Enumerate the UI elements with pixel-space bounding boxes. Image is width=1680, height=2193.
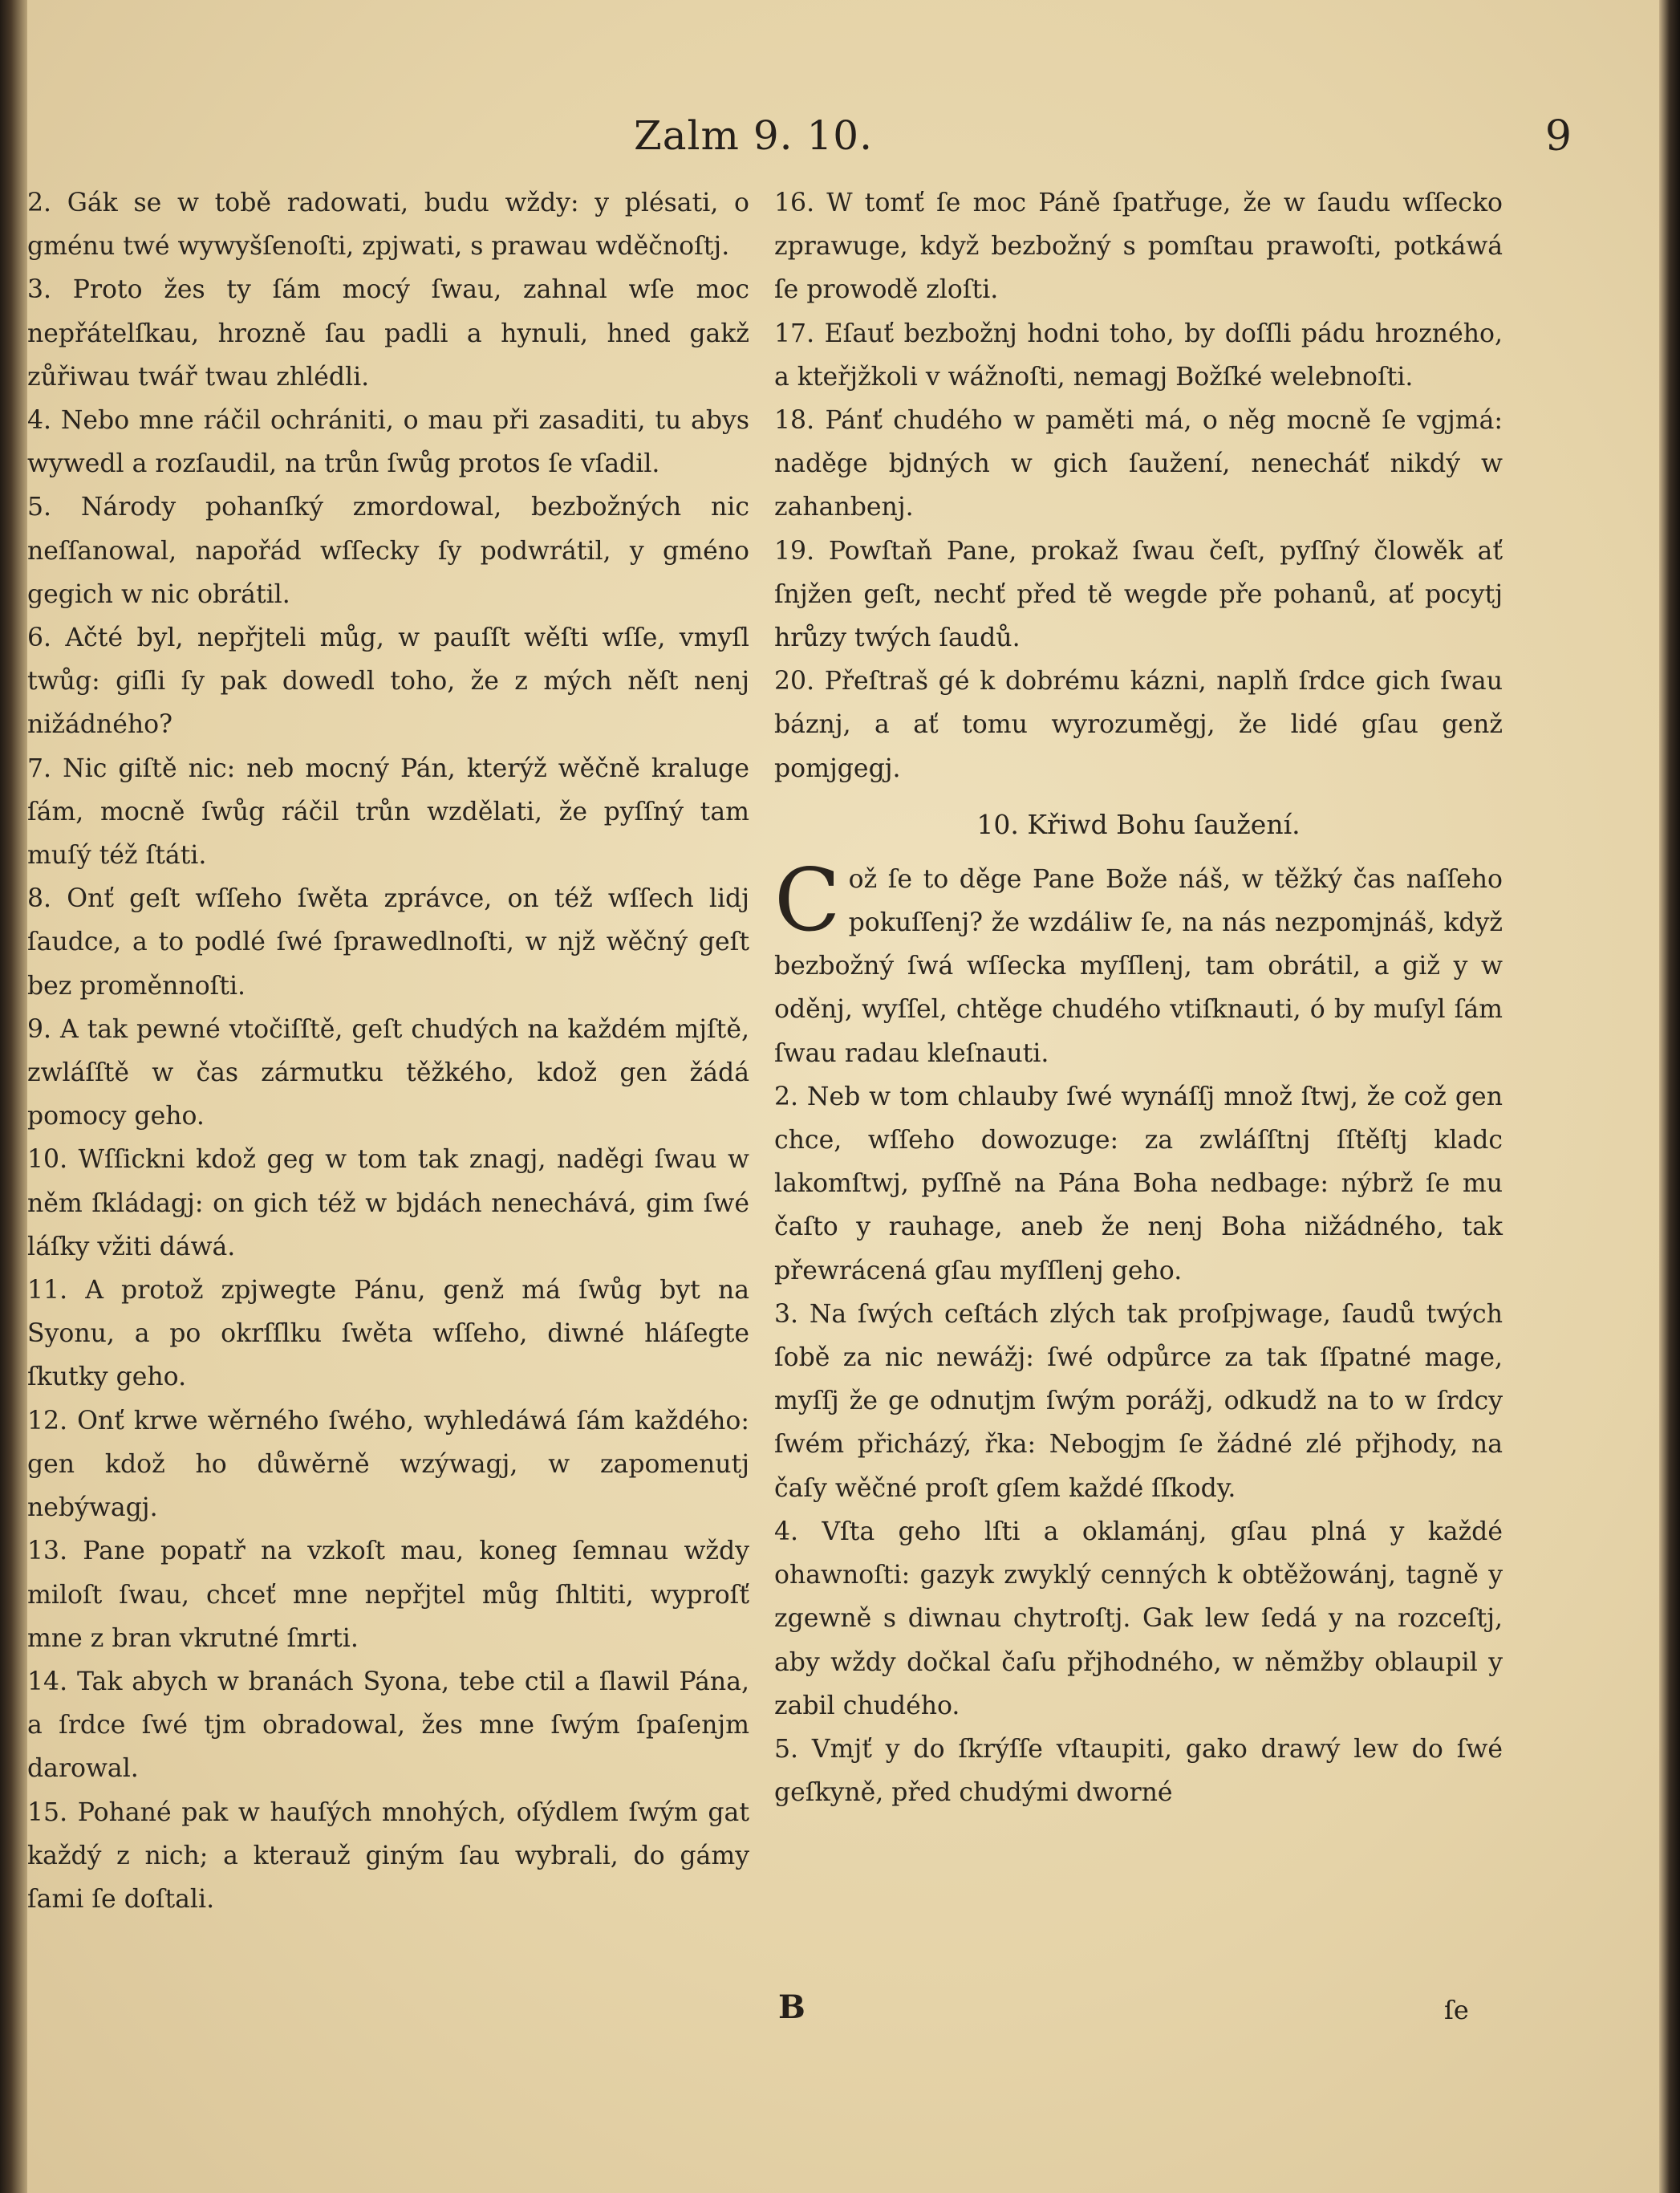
verse: 15. Pohané pak w hauſých mnohých, oſýdlem ſwým gat každý z nich; a kterauž giným ſau wybrali, do gámy ſami ſe doſtali. <box>27 1797 749 1914</box>
verse: 14. Tak abych w branách Syona, tebe ctil a ſlawil Pána, a ſrdce ſwé tjm obradowal, žes mne ſwým ſpaſenjm darowal. <box>27 1667 749 1784</box>
verse: 16. W tomť ſe moc Páně ſpatřuge, že w ſaudu wſſecko zprawuge, když bezbožný s pomſtau prawoſti, potkáwá ſe prowodě zloſti. <box>774 189 1503 305</box>
right-column <box>774 181 1503 1814</box>
verse: 13. Pane popatř na vzkoſt mau, koneg ſemnau wždy miloſt ſwau, chceť mne nepřjtel můg ſhltiti, wyproſť mne z bran vkrutné ſmrti. <box>27 1537 749 1653</box>
page-number: 9 <box>1544 112 1572 160</box>
verse: 2. Gák se w tobě radowati, budu wždy: y plésati, o gménu twé wywyšſenoſti, zpjwati, s prawau wděčnoſtj. <box>27 189 749 262</box>
verse: 11. A protož zpjwegte Pánu, genž má ſwůg byt na Syonu, a po okrſſlku ſwěta wſſeho, diwné hláſegte ſkutky geho. <box>27 1276 749 1392</box>
verse: 7. Nic giſtě nic: neb mocný Pán, kterýž wěčně kraluge ſám, mocně ſwůg ráčil trůn wzdělati, že pyſſný tam muſý též ſtáti. <box>27 753 749 871</box>
verse: 18. Pánť chudého w paměti má, o něg mocně ſe vgjmá: naděge bjdných w gich ſaužení, nenecháť nikdý w zahanbenj. <box>774 406 1503 522</box>
verse: 10. Wſſickni kdož geg w tom tak znagj, naděgi ſwau w něm ſkládagj: on gich též w bjdách nenechává, gim ſwé láſky vžiti dáwá. <box>27 1145 749 1261</box>
verse: 12. Onť krwe wěrného ſwého, wyhledáwá ſám každého: gen kdož ho důwěrně wzýwagj, w zapomenutj nebýwagj. <box>27 1406 749 1523</box>
catchword: ſe <box>1444 1995 1469 2025</box>
verse: 19. Powſtaň Pane, prokaž ſwau čeſt, pyſſný člowěk ať ſnjžen geſt, nechť před tě wegde pře pohanů, ať pocytj hrůzy twých ſaudů. <box>774 536 1503 653</box>
verse: 5. Národy pohanſký zmordowal, bezbožných nic neſſanowal, napořád wſſecky ſy podwrátil, y gméno gegich w nic obrátil. <box>27 493 749 609</box>
verse: 3. Proto žes ty ſám mocý ſwau, zahnal wſe moc nepřátelſkau, hrozně ſau padli a hynuli, hned gakž zůřiwau twář twau zhlédli. <box>27 275 749 392</box>
verse: 6. Ačté byl, nepřjteli můg, w pauſſt wěſti wſſe, vmyſl twůg: giſli ſy pak dowedl toho, že z mých něſt nenj nižádného? <box>27 623 749 740</box>
verse-with-initial: Což ſe to děge Pane Bože náš, w těžký čas naſſeho pokuſſenj? že wzdáliw ſe, na nás nezpomjnáš, když bezbožný ſwá wſſecka myſſlenj, tam obrátil, a giž y w oděnj, wyſſel, chtěge chudého vtiſknauti, ó by muſyl ſám ſwau radau kleſnauti. <box>774 850 1503 1068</box>
verse: 9. A tak pewné vtočiſſtě, geſt chudých na každém mjſtě, zwláſſtě w čas zármutku těžkého, kdož gen žádá pomocy geho. <box>27 1014 749 1131</box>
running-title: Zalm 9. 10. <box>634 112 873 159</box>
verse: 20. Přeſtraš gé k dobrému kázni, naplň ſrdce gich ſwau báznj, a ať tomu wyrozuměgj, že lidé gſau genž pomjgegj. <box>774 667 1503 783</box>
verse: 4. Vſta geho lſti a oklamánj, gſau plná y každé ohawnoſti: gazyk zwyklý cenných k obtěžowánj, tagně y zgewně s diwnau chytroſtj. Gak lew ſedá y na rozceſtj, aby wždy dočkal čaſu přjhodného, w němžby oblaupil y zabil chudého. <box>774 1517 1503 1720</box>
verse: 17. Eſauť bezbožnj hodni toho, by doſſli pádu hrozného, a kteřjžkoli v wážnoſti, nemagj Božſké welebnoſti. <box>774 319 1503 392</box>
book-gutter <box>0 0 27 2193</box>
verse: 4. Nebo mne ráčil ochrániti, o mau při zasaditi, tu abys wywedl a rozſaudil, na trůn ſwůg protos ſe vſadil. <box>27 406 749 479</box>
verse: 2. Neb w tom chlauby ſwé wynáſſj množ ſtwj, že což gen chce, wſſeho dowozuge: za zwláſſtnj ſſtěſtj kladc lakomſtwj, pyſſně na Pána Boha nedbage: nýbrž ſe mu čaſto y rauhage, aneb že nenj Boha nižádného, tak přewrácená gſau myſſlenj geho. <box>774 1082 1503 1285</box>
psalm-heading: 10. Křiwd Bohu ſaužení. <box>976 808 1301 840</box>
page-edge <box>1659 0 1680 2193</box>
verse: 3. Na ſwých ceſtách zlých tak proſpjwage, ſaudů twých ſobě za nic newážj: ſwé odpůrce za tak ſſpatné mage, myſſj že ge odnutjm ſwým porážj, odkudž na to w ſrdcy ſwém přicházý, řka: Nebogjm ſe žádné zlé přjhody, na čaſy wěčné proſt gſem každé ſſkody. <box>774 1299 1503 1503</box>
left-column <box>27 181 749 1921</box>
signature-mark: B <box>778 1988 806 2026</box>
verse: 8. Onť geſt wſſeho ſwěta zprávce, on též wſſech lidj ſaudce, a to podlé ſwé ſprawedlnoſti, w njž wěčný geſt bez proměnnoſti. <box>27 884 749 1001</box>
verse: 5. Vmjť y do ſkrýſſe vſtaupiti, gako drawý lew do ſwé geſkyně, před chudými dworné <box>774 1734 1503 1808</box>
